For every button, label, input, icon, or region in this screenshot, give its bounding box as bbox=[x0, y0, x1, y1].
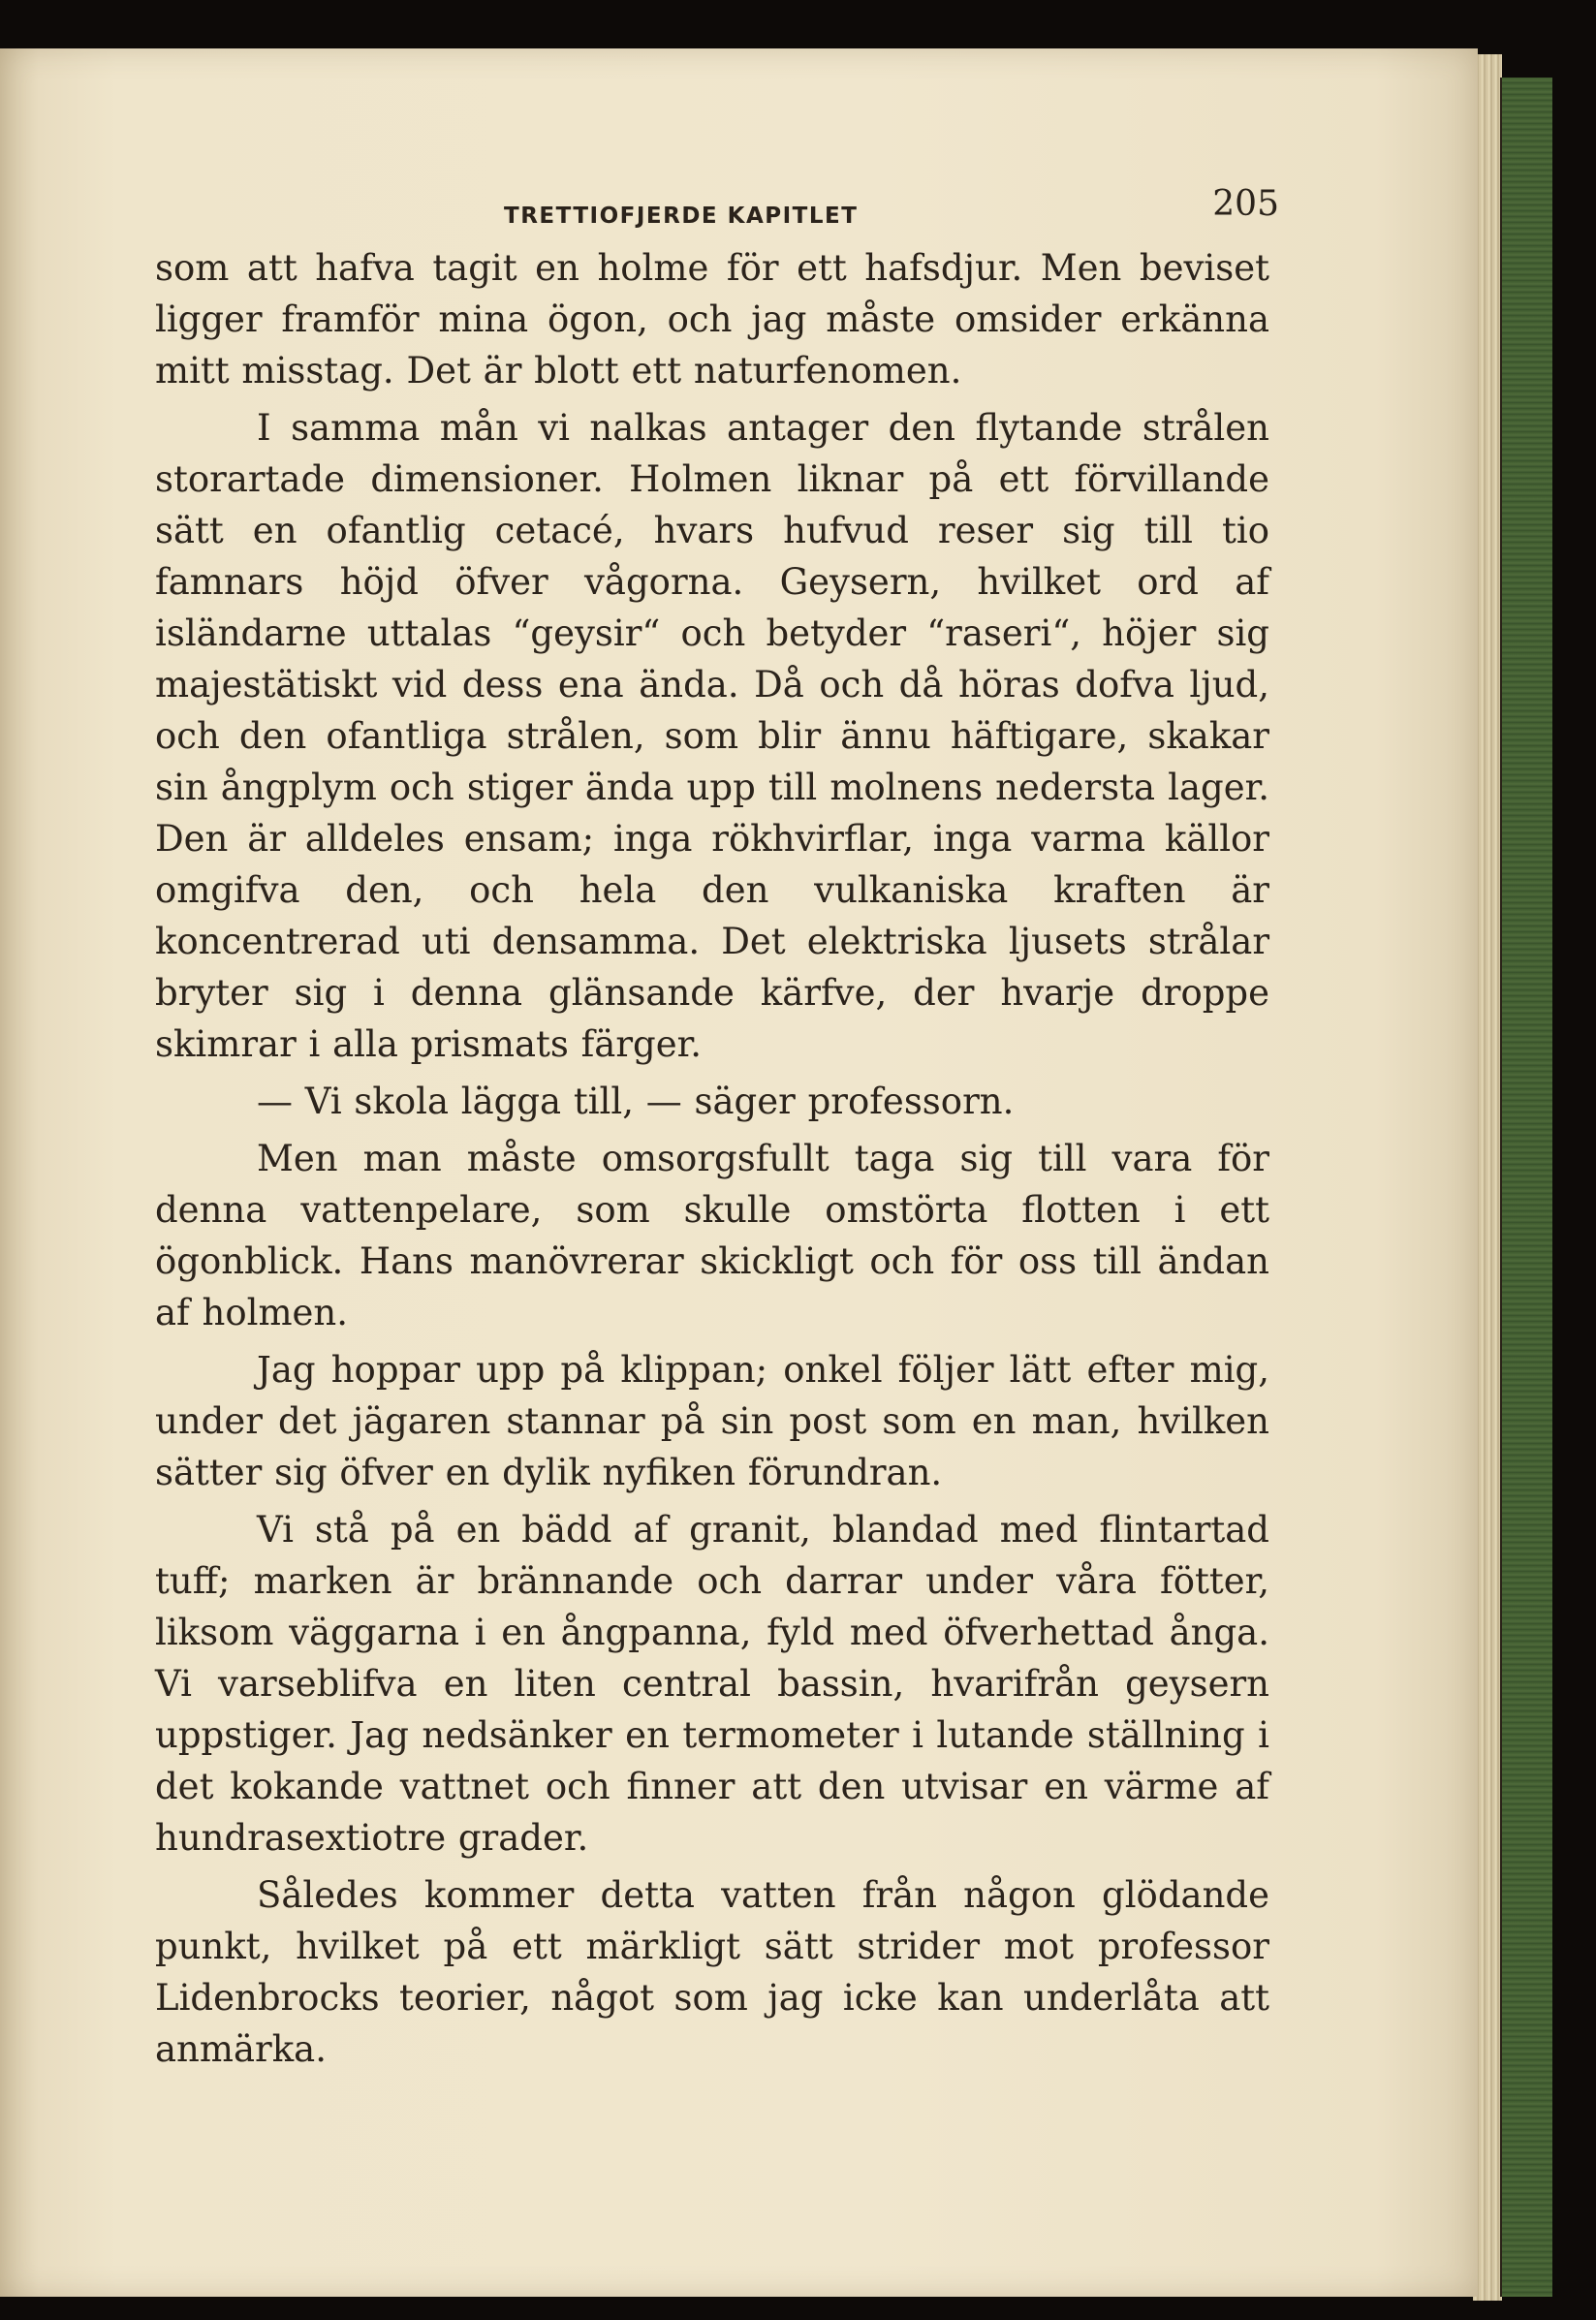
paragraph-2: I samma mån vi nalkas antager den flytande strålen storartade dimensioner. Holmen liknar på ett förvillande sätt en ofantlig cetacé, hvars hufvud reser sig till tio famnars höjd öfver vågorna. Geysern, hvilket ord af isländarne uttalas “geysir“ och betyder “raseri“, höjer sig majestätiskt vid dess ena ända. Då och då höras dofva ljud, och den ofantliga strålen, som blir ännu häftigare, skakar sin ångplym och stiger ända upp till molnens nedersta lager. Den är alldeles ensam; inga rökhvirflar, inga varma källor omgifva den, och hela den vulkaniska kraften är koncentrerad uti densamma. Det elektriska ljusets strålar bryter sig i denna glänsande kärfve, der hvarje droppe skimrar i alla prismats färger. bbox=[155, 407, 1269, 1065]
book-page bbox=[0, 48, 1478, 2297]
running-head bbox=[155, 184, 1279, 242]
chapter-title: TRETTIOFJERDE KAPITLET bbox=[504, 204, 859, 229]
paragraph-5: Jag hoppar upp på klippan; onkel följer lätt efter mig, under det jägaren stannar på sin post som en man, hvilken sätter sig öfver en dylik nyfiken förundran. bbox=[155, 1349, 1269, 1493]
page-number: 205 bbox=[1212, 184, 1279, 224]
paragraph-4: Men man måste omsorgsfullt taga sig till vara för denna vattenpelare, som skulle omstörta flotten i ett ögonblick. Hans manövrerar skickligt och för oss till ändan af holmen. bbox=[155, 1138, 1269, 1333]
paragraph-6: Vi stå på en bädd af granit, blandad med flintartad tuff; marken är brännande och darrar under våra fötter, liksom väggarna i en ångpanna, fyld med öfverhettad ånga. Vi varseblifva en liten central bassin, hvarifrån geysern uppstiger. Jag nedsänker en termometer i lutande ställning i det kokande vattnet och finner att den utvisar en värme af hundrasextiotre grader. bbox=[155, 1509, 1269, 1859]
paragraph-1: som att hafva tagit en holme för ett hafsdjur. Men beviset ligger framför mina ögon, och jag måste omsider erkänna mitt misstag. Det är blott ett naturfenomen. bbox=[155, 247, 1269, 392]
text-block bbox=[155, 184, 1279, 2075]
paragraph-7: Således kommer detta vatten från någon glödande punkt, hvilket på ett märkligt sätt strider mot professor Lidenbrocks teorier, något som jag icke kan underlåta att anmärka. bbox=[155, 1874, 1269, 2070]
paragraph-3: — Vi skola lägga till, — säger professorn. bbox=[257, 1081, 1015, 1122]
book-spine bbox=[1500, 78, 1552, 2297]
